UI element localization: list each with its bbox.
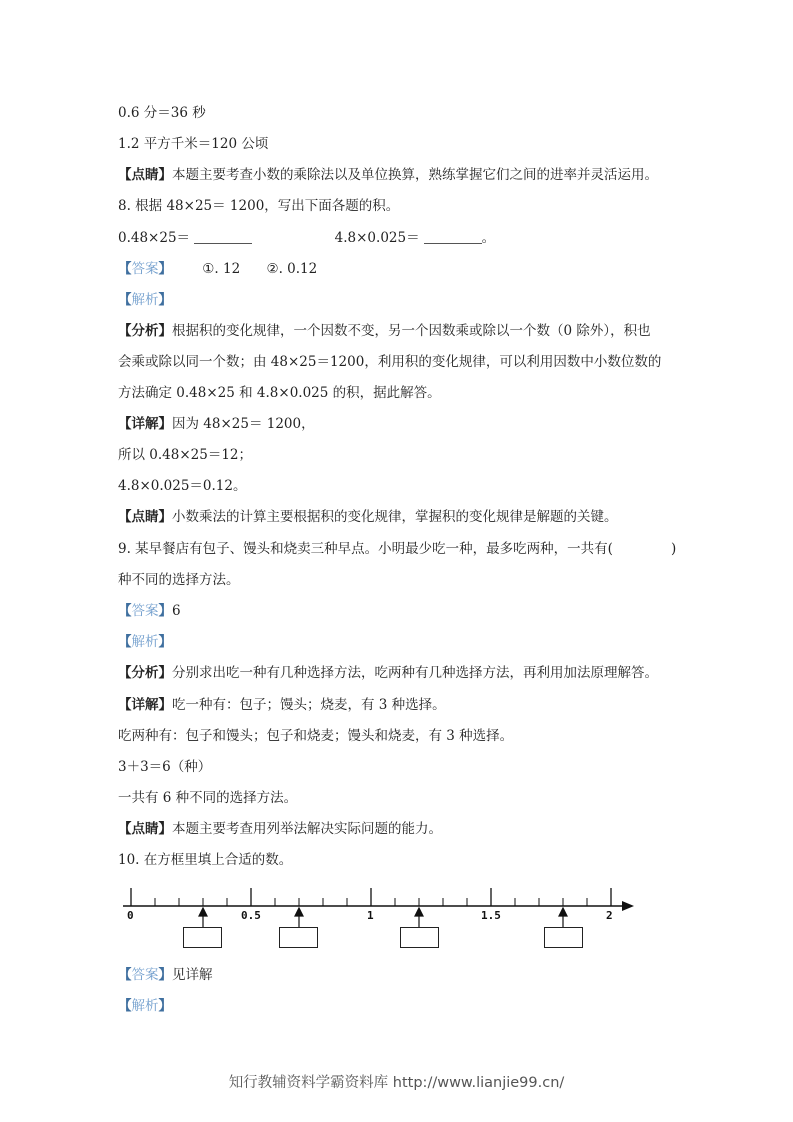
q8-item2-end: 。 (481, 230, 496, 246)
dianjing-text: 本题主要考查用列举法解决实际问题的能力。 (172, 821, 442, 837)
footer-watermark: 知行教辅资料学霸资料库 http://www.lianjie99.cn/ (228, 1075, 565, 1091)
tick-label-0.5: 0.5 (241, 909, 261, 922)
answer-box-1[interactable] (183, 927, 222, 948)
q8-xiangjie-line-2: 所以 0.48×25＝12； (118, 447, 253, 463)
bracket-close: 】 (158, 998, 172, 1014)
q8-items (118, 229, 495, 247)
tick-label-2: 2 (606, 909, 613, 922)
dianjing-label: 【点睛】 (118, 167, 172, 183)
q8-xiangjie-line-1 (118, 415, 315, 433)
pointer-arrow-icon (559, 908, 567, 916)
q10-answer-value: 见详解 (172, 967, 213, 983)
bracket-close: 】 (158, 603, 172, 619)
jiexi-label: 解析 (131, 634, 159, 650)
pointer-arrow-icon (295, 908, 303, 916)
answer-box-4[interactable] (544, 927, 583, 948)
bracket-open: 【 (118, 967, 132, 983)
q8-blank-1[interactable] (194, 229, 252, 244)
q9-question-text: 9. 某早餐店有包子、馒头和烧卖三种早点。小明最少吃一种，最多吃两种，一共有( (118, 541, 613, 557)
fenxi-text: 分别求出吃一种有几种选择方法，吃两种有几种选择方法，再利用加法原理解答。 (172, 665, 658, 681)
q8-xiangjie-line-3: 4.8×0.025＝0.12。 (118, 478, 247, 494)
q9-xiangjie-line-4: 一共有 6 种不同的选择方法。 (118, 790, 298, 806)
q10-question: 10. 在方框里填上合适的数。 (118, 852, 293, 868)
answer-box-3[interactable] (400, 927, 439, 948)
xiangjie-label: 【详解】 (118, 416, 172, 432)
bracket-open: 【 (118, 998, 132, 1014)
fenxi-label: 【分析】 (118, 665, 172, 681)
q9-answer (118, 602, 181, 620)
q8-question: 8. 根据 48×25＝ 1200，写出下面各题的积。 (118, 198, 400, 214)
prev-dianjing (118, 166, 658, 184)
q9-jiexi-heading (118, 633, 172, 651)
q8-fenxi-line-3: 方法确定 0.48×25 和 4.8×0.025 的积，据此解答。 (118, 385, 441, 401)
pointer-arrow-icon (415, 908, 423, 916)
q8-item1: 0.48×25＝ (118, 230, 191, 246)
bracket-close: 】 (158, 292, 172, 308)
bracket-open: 【 (118, 292, 132, 308)
xiangjie-text: 因为 48×25＝ 1200， (172, 416, 315, 432)
bracket-close: 】 (158, 261, 172, 277)
dianjing-label: 【点睛】 (118, 821, 172, 837)
q9-xiangjie-line-3: 3＋3＝6（种） (118, 759, 212, 775)
bracket-open: 【 (118, 261, 132, 277)
bracket-close: 】 (158, 967, 172, 983)
q8-answer-1: ①. 12 (202, 261, 241, 277)
tick-label-1.5: 1.5 (481, 909, 501, 922)
answer-label: 答案 (131, 261, 159, 277)
q8-item2: 4.8×0.025＝ (334, 230, 420, 246)
q8-fenxi-line-1 (118, 322, 651, 340)
answer-label: 答案 (131, 603, 159, 619)
q9-xiangjie-line-2: 吃两种有：包子和馒头；包子和烧麦；馒头和烧麦，有 3 种选择。 (118, 728, 514, 744)
bracket-close: 】 (158, 634, 172, 650)
pointer-arrow-icon (199, 908, 207, 916)
dianjing-label: 【点睛】 (118, 509, 172, 525)
dianjing-text: 小数乘法的计算主要根据积的变化规律，掌握积的变化规律是解题的关键。 (172, 509, 618, 525)
q10-answer (118, 966, 213, 984)
xiangjie-label: 【详解】 (118, 697, 172, 713)
q8-fenxi-line-2: 会乘或除以同一个数；由 48×25＝1200，利用积的变化规律，可以利用因数中小数位数的 (118, 354, 662, 370)
fenxi-text: 根据积的变化规律，一个因数不变，另一个因数乘或除以一个数（0 除外），积也 (172, 323, 651, 339)
prev-line-2: 1.2 平方千米＝120 公顷 (118, 136, 269, 152)
q9-dianjing (118, 820, 442, 838)
q8-answer-2: ②. 0.12 (266, 261, 318, 277)
q9-question-line-1 (118, 540, 676, 558)
tick-label-1: 1 (367, 909, 374, 922)
prev-line-1: 0.6 分＝36 秒 (118, 105, 206, 121)
q9-fenxi (118, 664, 658, 682)
axis-arrow-icon (622, 901, 634, 911)
q9-xiangjie-line-1 (118, 696, 446, 714)
q8-dianjing (118, 508, 618, 526)
q8-jiexi-heading (118, 291, 172, 309)
q9-question-line-2: 种不同的选择方法。 (118, 572, 240, 588)
paren-close: ) (670, 541, 677, 557)
q8-answer (118, 260, 317, 278)
fenxi-label: 【分析】 (118, 323, 172, 339)
answer-label: 答案 (131, 967, 159, 983)
dianjing-text: 本题主要考查小数的乘除法以及单位换算，熟练掌握它们之间的进率并灵活运用。 (172, 167, 658, 183)
tick-label-0: 0 (127, 909, 134, 922)
bracket-open: 【 (118, 634, 132, 650)
q8-blank-2[interactable] (424, 229, 482, 244)
answer-box-2[interactable] (279, 927, 318, 948)
jiexi-label: 解析 (131, 998, 159, 1014)
xiangjie-text: 吃一种有：包子；馒头；烧麦，有 3 种选择。 (172, 697, 446, 713)
jiexi-label: 解析 (131, 292, 159, 308)
q10-jiexi-heading (118, 997, 172, 1015)
q9-answer-value: 6 (172, 603, 181, 619)
bracket-open: 【 (118, 603, 132, 619)
